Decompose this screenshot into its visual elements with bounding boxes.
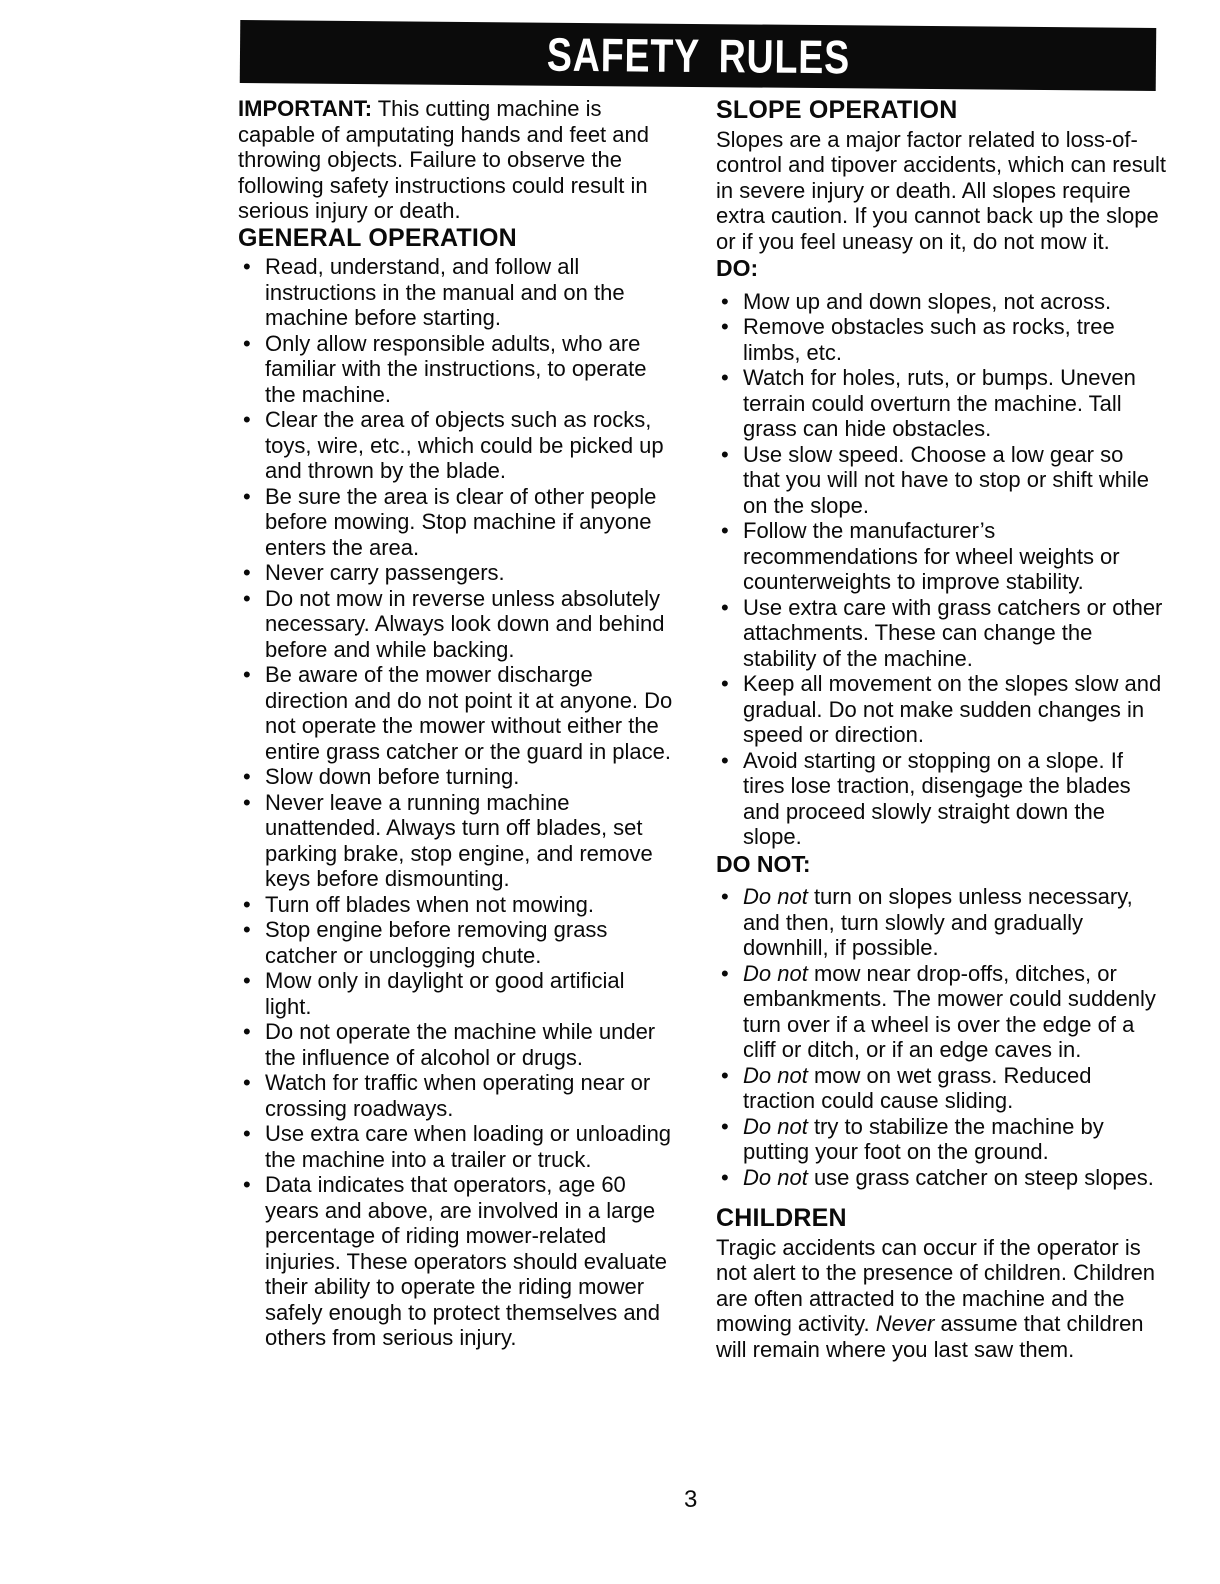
list-item: • Avoid starting or stopping on a slope. If tires lose traction, disengage the blades and proceed slowly straight down the slope. <box>716 748 1166 850</box>
heading-general-operation: GENERAL OPERATION <box>238 223 517 252</box>
list-item: • Use extra care with grass catchers or other attachments. These can change the stability of the machine. <box>716 595 1166 672</box>
list-item <box>716 961 1166 1063</box>
list-item: • Be aware of the mower discharge direction and do not point it at anyone. Do not operate the mower without either the entire grass catcher or the guard in place. <box>238 662 676 764</box>
list-item: • Do not mow in reverse unless absolutely necessary. Always look down and behind before and while backing. <box>238 586 676 663</box>
general-operation-list <box>238 254 676 1351</box>
heading-slope-operation: SLOPE OPERATION <box>716 96 958 124</box>
list-item: • Read, understand, and follow all instructions in the manual and on the machine before starting. <box>238 254 676 331</box>
list-item <box>716 1114 1166 1165</box>
list-item: • Watch for traffic when operating near or crossing roadways. <box>238 1070 676 1121</box>
heading-do: DO: <box>716 255 759 281</box>
list-item: • Remove obstacles such as rocks, tree limbs, etc. <box>716 314 1166 365</box>
list-item: • Mow only in daylight or good artificial light. <box>238 968 676 1019</box>
list-item: • Turn off blades when not mowing. <box>238 892 676 918</box>
list-item <box>716 884 1166 961</box>
do-not-lead: Do not <box>743 1113 808 1139</box>
page-number: 3 <box>684 1486 698 1513</box>
section-banner <box>240 20 1157 91</box>
important-text: This cutting machine is capable of amputating hands and feet and throwing objects. Failure to observe the following safety instructions could result in serious injury or death. <box>238 96 649 223</box>
do-not-list <box>716 884 1166 1190</box>
children-paragraph <box>716 1235 1166 1363</box>
children-text-italic: Never <box>875 1311 935 1336</box>
list-item: • Data indicates that operators, age 60 years and above, are involved in a large percentage of riding mower-related injuries. These operators should evaluate their ability to operate the riding mower safely enough to protect themselves and others from serious injury. <box>238 1172 676 1351</box>
list-item <box>716 1063 1166 1114</box>
list-item: • Use extra care when loading or unloading the machine into a trailer or truck. <box>238 1121 676 1172</box>
do-not-text: turn on slopes unless necessary, and then, turn slowly and gradually downhill, if possible. <box>743 884 1133 960</box>
page-title: SAFETY RULES <box>546 27 850 84</box>
do-not-lead: Do not <box>743 1164 808 1190</box>
list-item: • Never leave a running machine unattended. Always turn off blades, set parking brake, stop engine, and remove keys before dismounting. <box>238 790 676 892</box>
do-not-lead: Do not <box>743 960 808 986</box>
list-item: • Never carry passengers. <box>238 560 676 586</box>
list-item: • Stop engine before removing grass catcher or unclogging chute. <box>238 917 676 968</box>
do-not-text: mow near drop-offs, ditches, or embankments. The mower could suddenly turn over if a wheel is over the edge of a cliff or ditch, or if an edge caves in. <box>743 960 1156 1062</box>
do-not-text: try to stabilize the machine by putting your foot on the ground. <box>743 1113 1104 1164</box>
do-not-text: use grass catcher on steep slopes. <box>807 1164 1154 1190</box>
list-item: • Do not operate the machine while under the influence of alcohol or drugs. <box>238 1019 676 1070</box>
do-not-lead: Do not <box>743 884 808 909</box>
list-item: • Slow down before turning. <box>238 764 676 790</box>
do-not-text: mow on wet grass. Reduced traction could cause sliding. <box>743 1062 1092 1113</box>
list-item: • Clear the area of objects such as rocks, toys, wire, etc., which could be picked up and thrown by the blade. <box>238 407 676 484</box>
children-text: Tragic accidents can occur if the operator is not alert to the presence of children. Children are often attracted to the machine and the mowing activity. <box>716 1234 1156 1336</box>
left-column <box>238 96 676 1353</box>
list-item: • Only allow responsible adults, who are familiar with the instructions, to operate the machine. <box>238 331 676 408</box>
heading-children: CHILDREN <box>716 1204 847 1232</box>
list-item: • Watch for holes, ruts, or bumps. Uneven terrain could overturn the machine. Tall grass can hide obstacles. <box>716 365 1166 442</box>
slope-intro: Slopes are a major factor related to loss-of-control and tipover accidents, which can result in severe injury or death. All slopes require extra caution. If you cannot back up the slope or if you feel uneasy on it, do not mow it. <box>716 126 1167 254</box>
list-item: • Use slow speed. Choose a low gear so that you will not have to stop or shift while on the slope. <box>716 442 1166 519</box>
important-note <box>238 96 676 224</box>
list-item: • Keep all movement on the slopes slow and gradual. Do not make sudden changes in speed or direction. <box>716 671 1166 748</box>
list-item <box>716 1165 1166 1191</box>
do-list <box>716 289 1166 850</box>
do-not-lead: Do not <box>743 1062 808 1088</box>
heading-do-not: DO NOT: <box>716 850 811 877</box>
important-label: IMPORTANT: <box>238 96 373 121</box>
children-text: assume that children will remain where you last saw them. <box>716 1311 1144 1362</box>
list-item: • Follow the manufacturer’s recommendations for wheel weights or counterweights to improve stability. <box>716 518 1166 595</box>
right-column <box>716 96 1166 1364</box>
list-item: • Be sure the area is clear of other people before mowing. Stop machine if anyone enters the area. <box>238 484 676 561</box>
list-item: • Mow up and down slopes, not across. <box>716 289 1166 315</box>
